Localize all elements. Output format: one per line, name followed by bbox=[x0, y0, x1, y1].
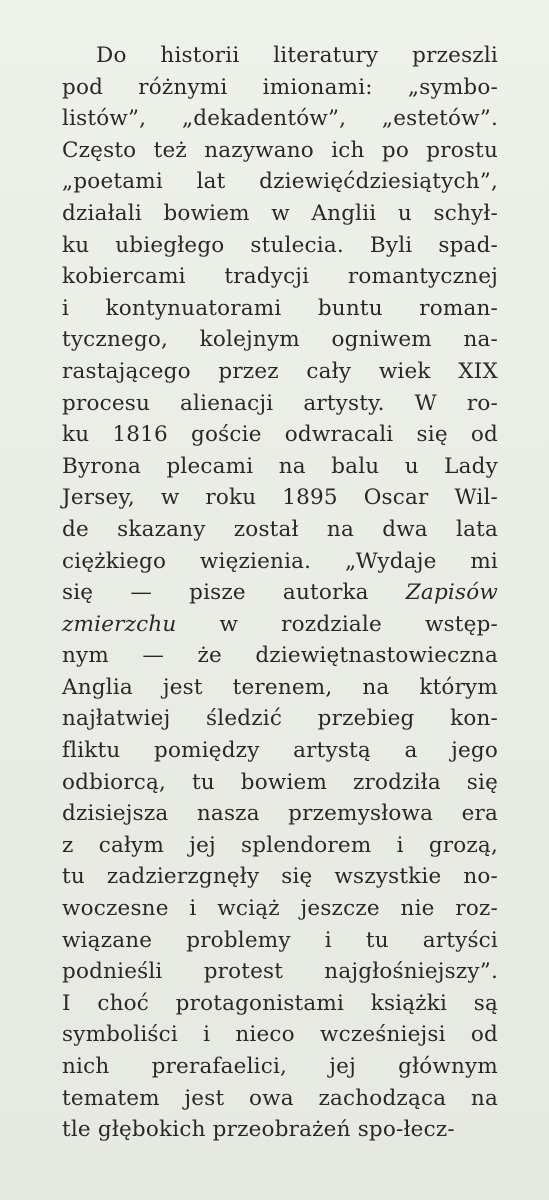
text-line-12: procesu alienacji artysty. W ro- bbox=[62, 390, 498, 416]
text-line-19-end: w rozdziale wstęp- bbox=[219, 611, 498, 637]
text-line-30: podnieśli protest najgłośniejszy”. bbox=[62, 959, 498, 985]
text-line-25: dzisiejsza nasza przemysłowa era bbox=[62, 801, 498, 827]
text-line-2: pod różnymi imionami: „symbo- bbox=[62, 74, 498, 100]
text-line-19 bbox=[62, 609, 498, 641]
body-text bbox=[62, 40, 498, 1146]
text-line-20: nym — że dziewiętnastowieczna bbox=[62, 643, 498, 669]
text-line-32: symboliści i nieco wcześniejsi od bbox=[62, 1022, 498, 1048]
text-line-15: Jersey, w roku 1895 Oscar Wil- bbox=[62, 485, 498, 511]
text-line-28: woczesne i wciąż jeszcze nie roz- bbox=[62, 896, 498, 922]
text-line-14: Byrona plecami na balu u Lady bbox=[62, 453, 498, 479]
text-line-26: z całym jej splendorem i grozą, bbox=[62, 832, 498, 858]
text-line-11: rastającego przez cały wiek XIX bbox=[62, 358, 498, 384]
text-line-7: ku ubiegłego stulecia. Byli spad- bbox=[62, 232, 498, 258]
text-line-5: „poetami lat dziewięćdziesiątych”, bbox=[62, 169, 498, 195]
text-line-24: odbiorcą, tu bowiem zrodziła się bbox=[62, 769, 498, 795]
text-line-22: najłatwiej śledzić przebieg kon- bbox=[62, 706, 498, 732]
text-line-34: tematem jest owa zachodząca na bbox=[62, 1085, 498, 1111]
text-line-18 bbox=[62, 577, 498, 609]
text-line-17: ciężkiego więzienia. „Wydaje mi bbox=[62, 548, 498, 574]
text-line-10: tycznego, kolejnym ogniwem na- bbox=[62, 327, 498, 353]
italic-title-part-2: zmierzchu bbox=[62, 611, 177, 637]
text-line-18-start: się — pisze autorka bbox=[62, 580, 369, 606]
text-line-23: fliktu pomiędzy artystą a jego bbox=[62, 738, 498, 764]
text-line-29: wiązane problemy i tu artyści bbox=[62, 927, 498, 953]
text-line-33: nich prerafaelici, jej głównym bbox=[62, 1054, 498, 1079]
text-line-9: i kontynuatorami buntu roman- bbox=[62, 295, 498, 321]
text-line-1: Do historii literatury przeszli bbox=[96, 43, 498, 68]
text-line-6: działali bowiem w Anglii u schył- bbox=[62, 200, 498, 226]
text-line-16: de skazany został na dwa lata bbox=[62, 516, 498, 542]
text-line-3: listów”, „dekadentów”, „estetów”. bbox=[62, 106, 498, 132]
text-line-27: tu zadzierzgnęły się wszystkie no- bbox=[62, 864, 498, 890]
text-line-4: Często też nazywano ich po prostu bbox=[62, 137, 498, 163]
text-line-31: I choć protagonistami książki są bbox=[62, 990, 498, 1016]
text-line-21: Anglia jest terenem, na którym bbox=[62, 674, 498, 700]
text-line-8: kobiercami tradycji romantycznej bbox=[62, 264, 498, 290]
text-line-13: ku 1816 goście odwracali się od bbox=[62, 422, 498, 448]
italic-title-part-1: Zapisów bbox=[405, 580, 498, 606]
text-line-35: tle głębokich przeobrażeń spo-łecz- bbox=[62, 1117, 455, 1143]
